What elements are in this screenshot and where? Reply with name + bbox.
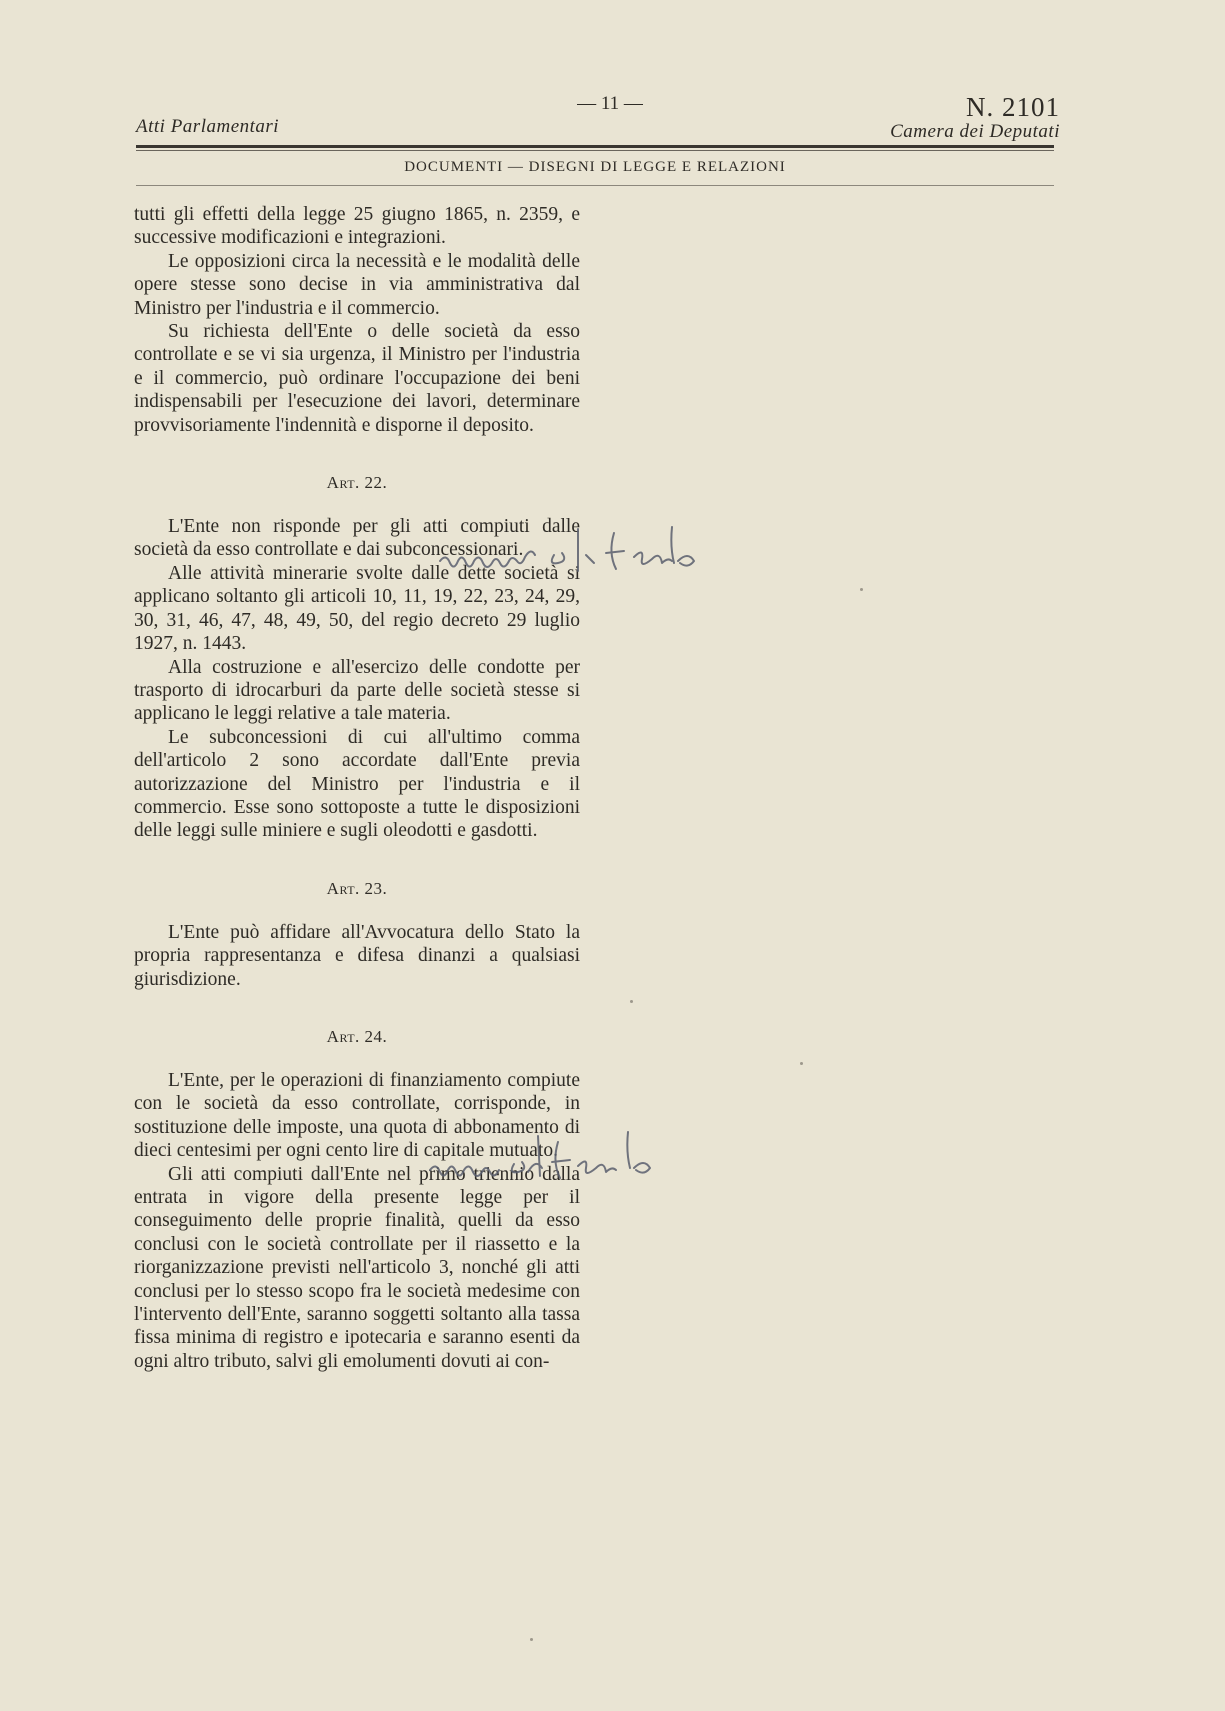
handwriting-modificato-icon	[428, 1132, 708, 1192]
page-number: — 11 —	[577, 93, 643, 114]
paper-speck	[800, 1062, 803, 1065]
header-right-title: Camera dei Deputati	[890, 121, 1060, 142]
paragraph-continuation: tutti gli effetti della legge 25 giugno 1865, n. 2359, e successive modificazioni e integrazioni.	[134, 204, 580, 249]
handwritten-annotation-art24	[428, 1132, 708, 1197]
article-22-paragraph-3: Alla costruzione e all'esercizo delle condotte per trasporto di idrocarburi da parte delle società stesse si applicano le leggi relative a tale materia.	[134, 656, 580, 725]
paper-speck	[860, 588, 863, 591]
text-column	[134, 203, 580, 1373]
article-23-heading	[134, 865, 580, 913]
handwritten-annotation-art22	[438, 525, 728, 590]
article-24-paragraph-1: L'Ente, per le operazioni di finanziamento compiute con le società da esso controllate, corrisponde, in sostituzione delle imposte, una quota di abbonamento di dieci centesimi per ogni cento lire di capitale mutuato.	[134, 1069, 580, 1162]
article-22-title: Art. 22.	[326, 473, 388, 493]
paper-speck	[530, 1638, 533, 1641]
article-23-paragraph-1: L'Ente può affidare all'Avvocatura dello Stato la propria rappresentanza e difesa dinanzi a qualsiasi giurisdizione.	[134, 921, 580, 990]
header-rule-bottom	[136, 185, 1054, 186]
article-22-paragraph-2: Alle attività minerarie svolte dalle dette società si applicano soltanto gli articoli 10, 11, 19, 22, 23, 24, 29, 30, 31, 46, 47, 48, 49, 50, del regio decreto 29 luglio 1927, n. 1443.	[134, 562, 580, 655]
paper-speck	[630, 1000, 633, 1003]
article-24-heading	[134, 1013, 580, 1061]
header-subtitle: DOCUMENTI — DISEGNI DI LEGGE E RELAZIONI	[404, 159, 786, 175]
header-rule-thick	[136, 145, 1054, 148]
handwriting-modificato-icon	[438, 525, 728, 585]
document-number: N. 2101	[966, 92, 1060, 122]
article-22-paragraph-4: Le subconcessioni di cui all'ultimo comma dell'articolo 2 sono accordate dall'Ente previa autorizzazione del Ministro per l'industria e il commercio. Esse sono sottoposte a tutte le disposizioni delle leggi sulle miniere e sugli oleodotti e gasdotti.	[134, 726, 580, 842]
article-24-title: Art. 24.	[326, 1026, 388, 1046]
article-22-paragraph-1: L'Ente non risponde per gli atti compiuti dalle società da esso controllate e dai subconcessionari.	[134, 516, 580, 561]
article-23-title: Art. 23.	[326, 878, 388, 898]
article-22-heading	[134, 459, 580, 507]
article-24-paragraph-2: Gli atti compiuti dall'Ente nel primo triennio dalla entrata in vigore della presente legge per il conseguimento delle proprie finalità, quelli da esso conclusi con le società controllate per il riassetto e la riorganizzazione previsti nell'articolo 3, nonché gli atti conclusi per lo stesso scopo fra le società medesime con l'intervento dell'Ente, saranno soggetti soltanto alla tassa fissa minima di registro e ipotecaria e saranno esenti da ogni altro tributo, salvi gli emolumenti dovuti ai con-	[134, 1163, 580, 1372]
paragraph-opposizioni: Le opposizioni circa la necessità e le modalità delle opere stesse sono decise in via amministrativa dal Ministro per l'industria e il commercio.	[134, 250, 580, 319]
header-rule-thin	[136, 150, 1054, 151]
paragraph-richiesta: Su richiesta dell'Ente o delle società da esso controllate e se vi sia urgenza, il Ministro per l'industria e il commercio, può ordinare l'occupazione dei beni indispensabili per l'esecuzione dei lavori, determinare provvisoriamente l'indennità e disporne il deposito.	[134, 321, 580, 436]
header-left-title: Atti Parlamentari	[136, 116, 280, 137]
